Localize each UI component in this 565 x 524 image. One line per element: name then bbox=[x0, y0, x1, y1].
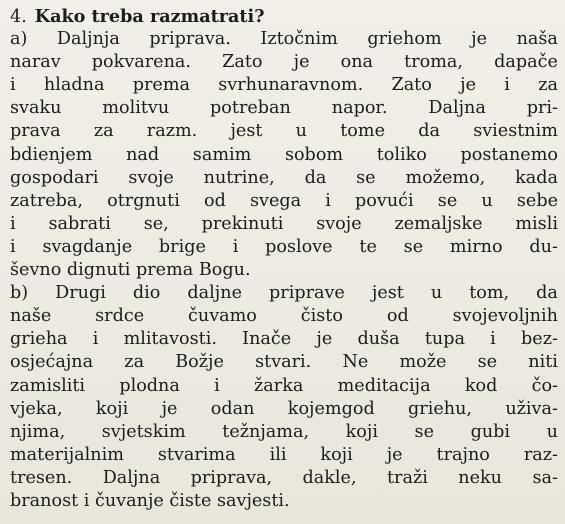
word: i bbox=[490, 329, 496, 350]
word: je bbox=[161, 398, 178, 419]
word: i bbox=[92, 329, 99, 350]
word: potreban bbox=[210, 98, 291, 119]
word: može bbox=[399, 352, 447, 373]
word: grieha bbox=[10, 329, 68, 350]
word: mirno bbox=[449, 236, 503, 257]
text-line bbox=[10, 28, 558, 51]
word: i bbox=[10, 213, 16, 234]
word: se, bbox=[143, 213, 169, 234]
text-line bbox=[10, 213, 558, 236]
word: dapače bbox=[494, 52, 558, 73]
word: nad bbox=[126, 144, 160, 165]
word: kod bbox=[464, 375, 498, 396]
word: Božje bbox=[175, 352, 224, 373]
word: čisto bbox=[300, 306, 343, 327]
word: razm. bbox=[146, 121, 198, 142]
word: narav bbox=[10, 52, 61, 73]
word: bez- bbox=[521, 329, 558, 350]
word: kada bbox=[515, 167, 558, 188]
word: ili bbox=[269, 444, 287, 465]
word: toliko bbox=[376, 144, 427, 165]
word: svjetskim bbox=[101, 421, 186, 442]
word: griehom bbox=[367, 29, 442, 50]
word: traži bbox=[386, 467, 428, 488]
word: Zato bbox=[391, 75, 432, 96]
word: vjeka, bbox=[10, 398, 63, 419]
word: povući bbox=[355, 190, 414, 211]
word: dakle, bbox=[302, 467, 357, 488]
word: je bbox=[386, 444, 403, 465]
word: hladna bbox=[43, 75, 105, 96]
section-number: 4. bbox=[10, 7, 27, 27]
word: je bbox=[293, 52, 310, 73]
word: daljne bbox=[187, 283, 242, 304]
word: sabrati bbox=[48, 213, 111, 234]
word: Zato bbox=[222, 52, 263, 73]
text-line bbox=[10, 167, 558, 190]
text-line bbox=[10, 490, 558, 513]
line-text: ševno dignuti prema Bogu. bbox=[10, 260, 251, 281]
word: sviestnim bbox=[473, 121, 558, 142]
word: žarka bbox=[254, 375, 304, 396]
text-line bbox=[10, 328, 558, 351]
text-line bbox=[10, 305, 558, 328]
word: napor. bbox=[331, 98, 388, 119]
text-line bbox=[10, 398, 558, 421]
word: se bbox=[356, 167, 376, 188]
word: sobom bbox=[284, 144, 344, 165]
word: priprava, bbox=[190, 467, 273, 488]
text-line bbox=[10, 421, 558, 444]
section-title: Kako treba razmatrati? bbox=[34, 6, 265, 27]
text-line bbox=[10, 236, 558, 259]
text-line bbox=[10, 444, 558, 467]
word: svega bbox=[249, 190, 302, 211]
word: osjećajna bbox=[10, 352, 94, 373]
word: prema bbox=[132, 75, 190, 96]
word: njima, bbox=[10, 421, 66, 442]
word: jest bbox=[371, 283, 404, 304]
word: jest bbox=[230, 121, 263, 142]
word: prekinuti bbox=[201, 213, 284, 234]
word: Daljna bbox=[102, 467, 161, 488]
word: tupa bbox=[424, 329, 465, 350]
word: te bbox=[359, 236, 377, 257]
word: otrgnuti bbox=[107, 190, 180, 211]
word: sebe bbox=[516, 190, 558, 211]
word: se bbox=[437, 190, 458, 211]
word: ona bbox=[340, 52, 374, 73]
word: za bbox=[93, 121, 114, 142]
word: materijalnim bbox=[10, 444, 124, 465]
word: je bbox=[460, 75, 477, 96]
word: i bbox=[214, 375, 220, 396]
word: uživa- bbox=[505, 398, 558, 419]
word: od bbox=[386, 306, 409, 327]
body-text bbox=[10, 28, 558, 513]
word: u bbox=[295, 121, 307, 142]
word: svoje bbox=[128, 167, 174, 188]
text-line bbox=[10, 74, 558, 97]
word: nutrine, bbox=[203, 167, 275, 188]
word: čo- bbox=[531, 375, 558, 396]
word: koji bbox=[320, 444, 353, 465]
word: za bbox=[538, 75, 558, 96]
word: tresen. bbox=[10, 467, 73, 488]
word: dio bbox=[132, 283, 161, 304]
word: srdce bbox=[95, 306, 145, 327]
word: prava bbox=[10, 121, 61, 142]
text-line bbox=[10, 190, 558, 213]
text-line bbox=[10, 351, 558, 374]
word: Drugi bbox=[55, 283, 106, 304]
word: i bbox=[504, 75, 510, 96]
word: u bbox=[481, 190, 493, 211]
word: gubi bbox=[470, 421, 511, 442]
word: trajno bbox=[436, 444, 490, 465]
word: plodna bbox=[119, 375, 180, 396]
word: Inače bbox=[242, 329, 292, 350]
text-line bbox=[10, 51, 558, 74]
word: niti bbox=[528, 352, 558, 373]
text-line bbox=[10, 375, 558, 398]
word: pri- bbox=[526, 98, 558, 119]
word: čuvamo bbox=[188, 306, 257, 327]
word: koji bbox=[95, 398, 129, 419]
word: sa- bbox=[532, 467, 558, 488]
word: tom, bbox=[469, 283, 510, 304]
word: pokvarena. bbox=[91, 52, 191, 73]
word: se bbox=[477, 352, 498, 373]
word: naše bbox=[10, 306, 52, 327]
text-line bbox=[10, 97, 558, 120]
word: težnjama, bbox=[222, 421, 310, 442]
word: možemo, bbox=[405, 167, 486, 188]
word: zamisliti bbox=[10, 375, 86, 396]
word: du- bbox=[529, 236, 558, 257]
word: Ne bbox=[342, 352, 369, 373]
word: priprave bbox=[269, 283, 345, 304]
text-block bbox=[10, 5, 558, 513]
text-line bbox=[10, 282, 558, 305]
text-line bbox=[10, 259, 558, 282]
word: tome bbox=[340, 121, 385, 142]
word: meditacija bbox=[337, 375, 431, 396]
word: se bbox=[414, 421, 434, 442]
word: Daljna bbox=[428, 98, 486, 119]
word: griehu, bbox=[408, 398, 472, 419]
word: svrhunaravnom. bbox=[218, 75, 364, 96]
word: i bbox=[232, 236, 239, 257]
word: postanemo bbox=[460, 144, 558, 165]
word: i bbox=[10, 75, 16, 96]
word: i bbox=[10, 236, 16, 257]
line-text: branost i čuvanje čiste savjesti. bbox=[10, 490, 290, 511]
word: duša bbox=[357, 329, 400, 350]
word: svojevoljnih bbox=[452, 306, 558, 327]
word: kojemgod bbox=[287, 398, 375, 419]
word: zemaljske bbox=[394, 213, 483, 234]
word: da bbox=[536, 283, 558, 304]
word: za bbox=[124, 352, 145, 373]
section-heading bbox=[10, 5, 558, 28]
word: se bbox=[403, 236, 424, 257]
word: Daljnja bbox=[56, 29, 120, 50]
text-line bbox=[10, 120, 558, 143]
word: da bbox=[418, 121, 440, 142]
word: samim bbox=[192, 144, 252, 165]
word: neku bbox=[458, 467, 503, 488]
word: da bbox=[304, 167, 327, 188]
word: od bbox=[203, 190, 226, 211]
word: raz- bbox=[523, 444, 558, 465]
text-line bbox=[10, 144, 558, 167]
word: a) bbox=[10, 29, 28, 50]
word: i bbox=[325, 190, 331, 211]
word: svoje bbox=[316, 213, 362, 234]
word: gospodari bbox=[10, 167, 99, 188]
word: brige bbox=[158, 236, 206, 257]
word: zatreba, bbox=[10, 190, 83, 211]
word: u bbox=[430, 283, 443, 304]
word: naša bbox=[516, 29, 558, 50]
word: stvarima bbox=[157, 444, 236, 465]
word: svagdanje bbox=[42, 236, 133, 257]
word: Iztočnim bbox=[260, 29, 338, 50]
word: stvari. bbox=[255, 352, 312, 373]
word: u bbox=[546, 421, 558, 442]
word: je bbox=[316, 329, 333, 350]
word: svaku bbox=[10, 98, 62, 119]
word: koji bbox=[345, 421, 378, 442]
word: b) bbox=[10, 283, 29, 304]
word: troma, bbox=[404, 52, 464, 73]
text-line bbox=[10, 467, 558, 490]
word: odan bbox=[210, 398, 255, 419]
word: je bbox=[471, 29, 488, 50]
word: bdienjem bbox=[10, 144, 93, 165]
word: mlitavosti. bbox=[123, 329, 217, 350]
word: priprava. bbox=[149, 29, 231, 50]
word: molitvu bbox=[102, 98, 170, 119]
word: misli bbox=[515, 213, 558, 234]
word: poslove bbox=[265, 236, 333, 257]
